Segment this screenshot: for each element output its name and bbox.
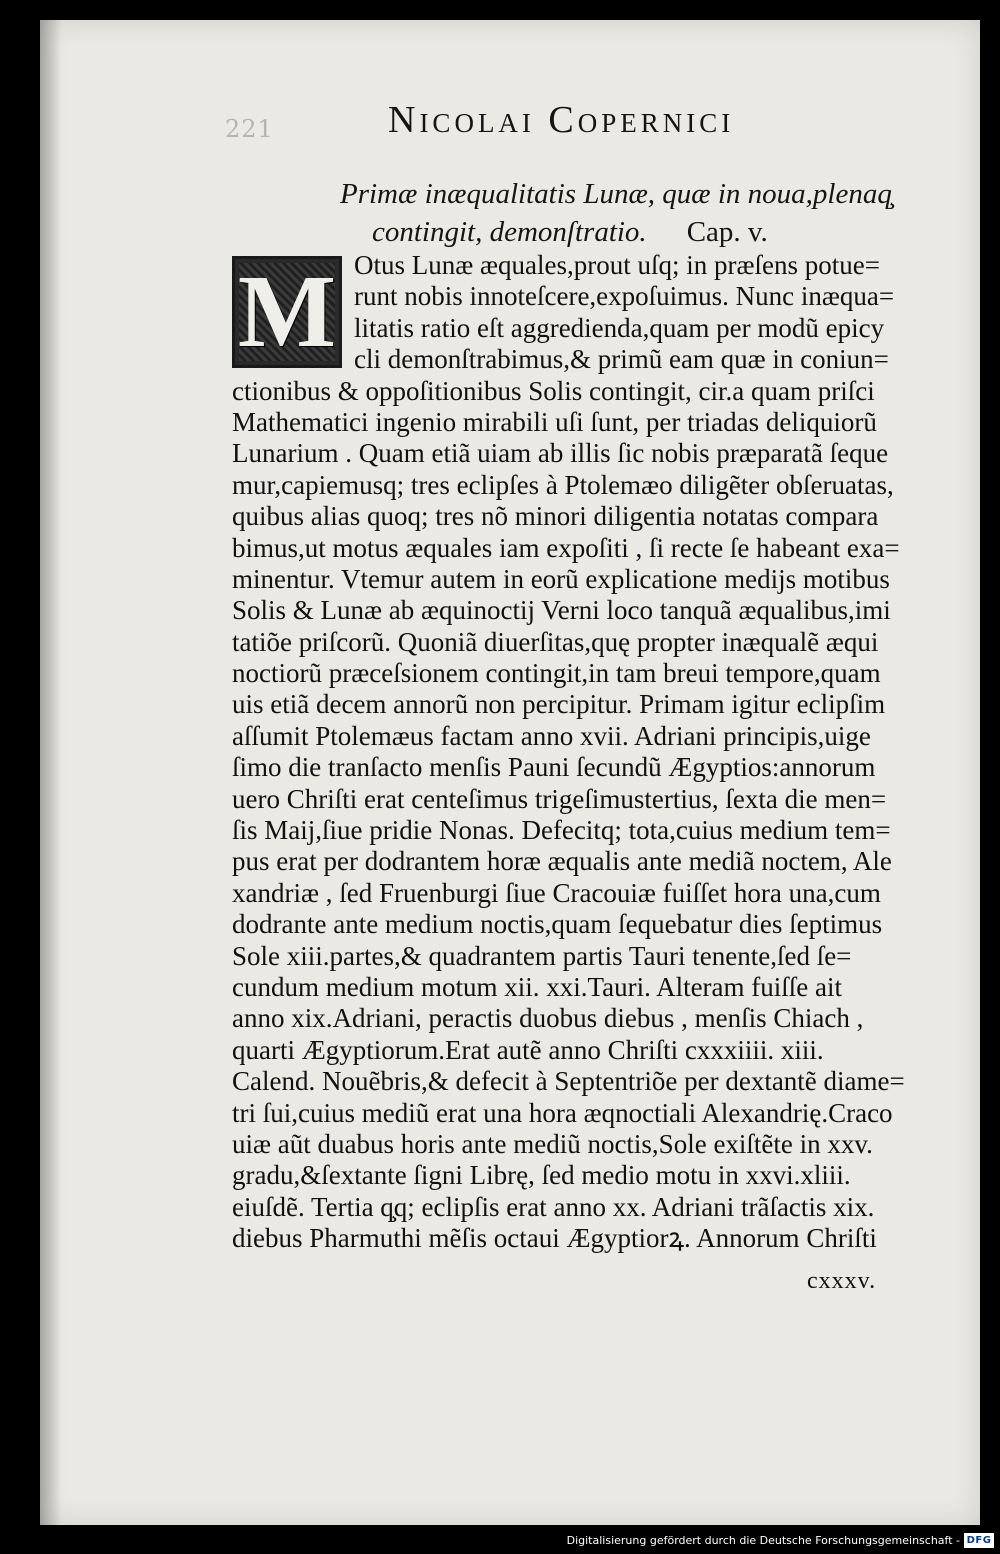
chapter-heading-line-1: Primæ inæqualitatis Lunæ, quæ in noua,plenaq̧ [340, 178, 892, 210]
folio-number: 221 [225, 115, 274, 143]
text-line: Calend. Nouẽbris,& defecit à Septentriõe per dextantẽ diame= [232, 1066, 905, 1097]
chapter-heading [310, 175, 920, 251]
text-line: Otus Lunæ æquales,prout uſq; in præſens potue= [354, 250, 880, 280]
text-line: cli demonſtrabimus,& primũ eam quæ in coniun= [354, 344, 889, 375]
text-line: dodrante ante medium noctis,quam ſequebatur dies ſeptimus [232, 909, 883, 940]
text-line: diebus Pharmuthi mẽſis octaui Ægyptiorꝝ. Annorum Chriſti [232, 1223, 877, 1254]
text-line: noctiorũ præceſsionem contingit,in tam breui tempore,quam [232, 658, 881, 689]
text-line: Lunarium . Quam etiã uiam ab illis ſic nobis præparatã ſeque [232, 438, 889, 469]
text-line: mur,capiemusq; tres eclipſes à Ptolemæo diligẽter obſeruatas, [232, 469, 894, 500]
text-line: eiuſdẽ. Tertia q̧q; eclipſis erat anno xx. Adriani trãſactis xix. [232, 1191, 875, 1222]
text-line: uis etiã decem annorũ non percipitur. Primam igitur eclipſim [232, 689, 886, 720]
text-line: tri ſui,cuius mediũ erat una hora æqnoctiali Alexandrię.Craco [232, 1097, 893, 1128]
chapter-heading-line-2 [310, 213, 920, 251]
text-line: minentur. Vtemur autem in eorũ explicatione medijs motibus [232, 563, 890, 594]
catchword: cxxxv. [807, 1268, 877, 1294]
text-line: xandriæ , ſed Fruenburgi ſiue Cracouiæ fuiſſet hora una,cum [232, 877, 881, 908]
text-line: litatis ratio eſt aggredienda,quam per modũ epicy [354, 312, 885, 343]
text-line: uero Chriſti erat centeſimus trigeſimustertius, ſexta die men= [232, 783, 887, 814]
text-line: uiæ aũt duabus horis ante mediũ noctis,Sole exiſtẽte in xxv. [232, 1128, 873, 1159]
text-line: pus erat per dodrantem horæ æqualis ante mediã noctem, Ale [232, 846, 892, 877]
footer-credit: Digitalisierung gefördert durch die Deutsche Forschungsgemeinschaft - [566, 1534, 960, 1547]
running-head: Nicolai Copernici [388, 99, 735, 141]
text-line: gradu,&ſextante ſigni Librę, ſed medio motu in xxvi.xliii. [232, 1160, 851, 1191]
text-line: ſimo die tranſacto menſis Pauni ſecundũ Ægyptios:annorum [232, 752, 876, 783]
text-line: quarti Ægyptiorum.Erat autẽ anno Chriſti cxxxiiii. xiii. [232, 1034, 824, 1065]
text-line: quibus alias quoq; tres nõ minori diligentia notatas compara [232, 501, 879, 532]
text-line: runt nobis innoteſcere,expoſuimus. Nunc inæqua= [354, 281, 895, 312]
text-line: anno xix.Adriani, peractis duobus diebus , menſis Chiach , [232, 1003, 864, 1034]
text-line: ctionibus & oppoſitionibus Solis contingit, cir.a quam priſci [232, 375, 875, 406]
text-line: bimus,ut motus æquales iam expoſiti , ſi recte ſe habeant exa= [232, 532, 900, 563]
dfg-logo: DFG [964, 1533, 994, 1548]
text-line: tatiõe priſcorũ. Quoniã diuerſitas,quę propter inæqualẽ æqui [232, 626, 879, 657]
text-line: aſſumit Ptolemæus factam anno xvii. Adriani principis,uige [232, 720, 871, 751]
text-line: cundum medium motum xii. xxi.Tauri. Alteram fuiſſe ait [232, 971, 843, 1002]
footer-bar [0, 1525, 1000, 1554]
chapter-label: Cap. v. [686, 216, 768, 248]
text-line: ſis Maij,ſiue pridie Nonas. Defecitq; tota,cuius medium tem= [232, 815, 891, 846]
initial-letter: M [237, 256, 337, 368]
text-line: Mathematici ingenio mirabili uſi ſunt, per triadas deliquiorũ [232, 406, 877, 437]
chapter-heading-line-2-text: contingit, demonſtratio. [372, 216, 647, 248]
body-text [232, 250, 922, 1255]
text-line: Sole xiii.partes,& quadrantem partis Tauri tenente,ſed ſe= [232, 940, 852, 971]
text-line: Solis & Lunæ ab æquinoctij Verni loco tanquã æqualibus,imi [232, 595, 891, 626]
